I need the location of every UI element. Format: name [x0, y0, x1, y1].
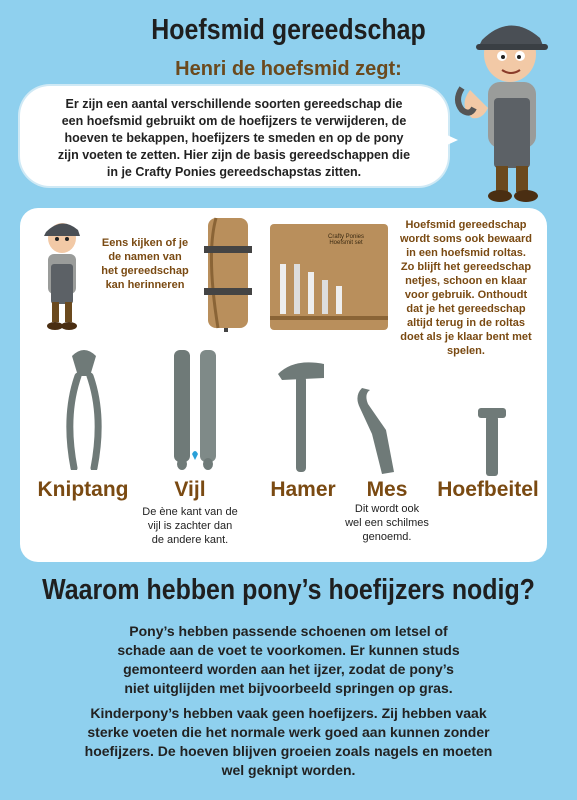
- speech-line: Er zijn een aantal verschillende soorten gereedschap die: [65, 97, 403, 111]
- page-subtitle: Henri de hoefsmid zegt:: [175, 58, 402, 80]
- open-tool-roll-image: [270, 224, 388, 330]
- paragraph-line: niet uitglijden met bijvoorbeeld springen op gras.: [124, 680, 453, 696]
- caption-line: de andere kant.: [151, 534, 229, 546]
- section-heading: Waarom hebben pony’s hoefijzers nodig?: [42, 574, 535, 606]
- speech-line: zijn voeten te zetten. Hier zijn de basis gereedschappen die: [57, 148, 411, 162]
- paragraph-line: hoefijzers. De hoeven blijven groeien zoals nagels en moeten: [84, 743, 493, 759]
- caption-line: vijl is zachter dan: [147, 520, 233, 532]
- note-line: voor gebruik. Onthoudt: [404, 289, 528, 301]
- roll-tool-slot: [336, 286, 342, 314]
- note-line: Hoefsmid gereedschap: [405, 219, 527, 231]
- paragraph-line: schade aan de voet te voorkomen. Er kunnen studs: [117, 642, 460, 658]
- roll-seam: [270, 316, 388, 320]
- roll-tool-slot: [280, 264, 286, 314]
- note-line: spelen.: [447, 345, 485, 357]
- note-line: Zo blijft het gereedschap: [400, 261, 532, 273]
- note-line: doet als je klaar bent met: [400, 331, 532, 343]
- speech-text: [32, 96, 436, 181]
- note-line: kan herinneren: [105, 279, 185, 291]
- note-line: het gereedschap: [101, 265, 189, 277]
- note-line: dat je het gereedschap: [406, 303, 526, 315]
- tool-label-mes: Mes: [366, 478, 408, 501]
- note-line: altijd terug in de roltas: [407, 317, 525, 329]
- tool-label-hoefbeitel: Hoefbeitel: [437, 478, 539, 501]
- panel-right-note: [392, 218, 540, 358]
- hoof-pick-icon: [472, 408, 512, 478]
- paragraph-line: Pony’s hebben passende schoenen om letsel of: [129, 623, 448, 639]
- tool-label-kniptang: Kniptang: [37, 478, 129, 501]
- knife-caption: [332, 502, 442, 544]
- note-line: wordt soms ook bewaard: [399, 233, 533, 245]
- roll-brand-line: Hoefsmit set: [329, 240, 363, 246]
- page-title: Hoefsmid gereedschap: [151, 14, 426, 46]
- note-line: de namen van: [108, 251, 182, 263]
- panel-left-note: [90, 236, 200, 292]
- roll-brand-line: Crafty Ponies: [327, 234, 364, 240]
- caption-line: wel een schilmes: [345, 517, 429, 529]
- note-line: Eens kijken of je: [101, 237, 189, 249]
- rasp-caption: [130, 505, 250, 547]
- rasp-icon: [170, 350, 220, 474]
- speech-line: in je Crafty Ponies gereedschapstas zitten.: [106, 165, 362, 179]
- hammer-icon: [274, 356, 330, 476]
- tool-label-hamer: Hamer: [270, 478, 336, 501]
- caption-line: De ène kant van de: [142, 506, 238, 518]
- roll-tool-slot: [322, 280, 328, 314]
- tool-label-vijl: Vijl: [174, 478, 206, 501]
- hoof-knife-icon: [352, 384, 400, 480]
- note-line: netjes, schoon en klaar: [405, 275, 527, 287]
- paragraph-kids-ponies: [30, 704, 547, 780]
- note-line: in een hoefsmid roltas.: [406, 247, 526, 259]
- roll-tool-slot: [308, 272, 314, 314]
- paragraph-line: sterke voeten die het normale werk goed aan kunnen zonder: [87, 724, 490, 740]
- rolled-tool-bag-image: [196, 214, 260, 332]
- paragraph-line: wel geknipt worden.: [221, 762, 356, 778]
- paragraph-line: gemonteerd worden aan het ijzer, zodat de pony’s: [123, 661, 454, 677]
- paragraph-line: Kinderpony’s hebben vaak geen hoefijzers. Zij hebben vaak: [90, 705, 487, 721]
- nippers-icon: [56, 346, 112, 470]
- speech-bubble-tail: [436, 130, 458, 150]
- caption-line: genoemd.: [362, 531, 412, 543]
- paragraph-shoes: [30, 622, 547, 698]
- roll-brand-label: [316, 234, 376, 246]
- roll-tool-slot: [294, 264, 300, 314]
- speech-line: een hoefsmid gebruikt om de hoefijzers te verwijderen, de: [61, 114, 407, 128]
- farrier-character-illustration: [448, 10, 566, 206]
- small-farrier-illustration: [36, 216, 88, 334]
- caption-line: Dit wordt ook: [354, 503, 420, 515]
- speech-line: hoeven te bekappen, hoefijzers te smeden en op de pony: [64, 131, 404, 145]
